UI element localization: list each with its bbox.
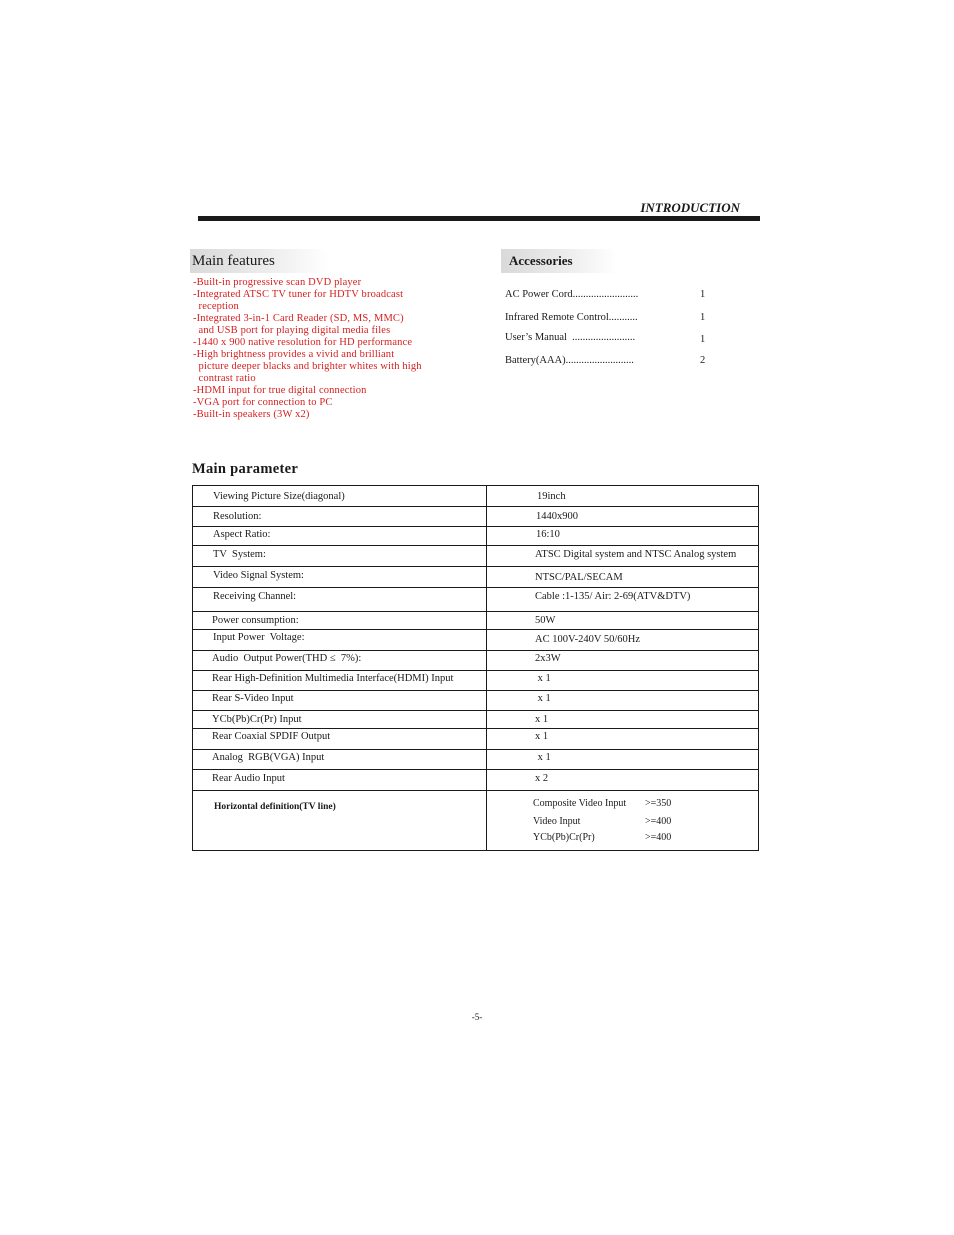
param-label: Horizontal definition(TV line): [214, 802, 336, 812]
param-label: Input Power Voltage:: [213, 632, 305, 643]
accessory-qty: 2: [700, 355, 706, 366]
accessory-name: AC Power Cord.........................: [505, 289, 639, 300]
param-label: Rear S-Video Input: [212, 693, 294, 704]
table-row: [193, 567, 758, 588]
table-row-horizontal-definition: [193, 791, 758, 850]
param-label: Rear Coaxial SPDIF Output: [212, 731, 331, 742]
accessory-qty: 1: [700, 289, 706, 300]
hd-subrow-name: YCb(Pb)Cr(Pr): [533, 832, 595, 843]
param-value: x 1: [535, 731, 549, 742]
accessory-name: Infrared Remote Control...........: [505, 312, 638, 323]
hd-subrow-value: >=400: [645, 832, 672, 843]
main-features-heading: Main features: [190, 249, 329, 273]
feature-line: -Integrated 3-in-1 Card Reader (SD, MS, MMC): [193, 313, 404, 324]
param-label: Rear High-Definition Multimedia Interface(HDMI) Input: [212, 673, 454, 684]
feature-line: -Integrated ATSC TV tuner for HDTV broadcast: [193, 289, 404, 300]
param-label: Audio Output Power(THD ≤ 7%):: [212, 653, 362, 664]
table-row: [193, 507, 758, 527]
accessory-qty: 1: [700, 312, 706, 323]
param-label: Analog RGB(VGA) Input: [212, 752, 325, 763]
table-row: [193, 612, 758, 630]
feature-line: -1440 x 900 native resolution for HD performance: [193, 337, 413, 348]
hd-subrow-name: Video Input: [533, 816, 581, 827]
feature-line: -HDMI input for true digital connection: [193, 385, 367, 396]
table-row: [193, 750, 758, 770]
feature-line: contrast ratio: [193, 373, 256, 384]
feature-line: -High brightness provides a vivid and brilliant: [193, 349, 395, 360]
param-value: 50W: [535, 615, 556, 626]
hd-subrow-value: >=400: [645, 816, 672, 827]
param-label: YCb(Pb)Cr(Pr) Input: [212, 714, 302, 725]
param-label: Viewing Picture Size(diagonal): [213, 491, 345, 502]
param-value: x 1: [535, 673, 551, 684]
table-row: [193, 651, 758, 671]
param-label: Rear Audio Input: [212, 773, 285, 784]
table-row: [193, 486, 758, 507]
feature-line: -Built-in progressive scan DVD player: [193, 277, 362, 288]
header-rule: [198, 216, 760, 221]
feature-line: reception: [193, 301, 239, 312]
param-label: Receiving Channel:: [213, 591, 297, 602]
feature-line: and USB port for playing digital media files: [193, 325, 391, 336]
table-row: [193, 729, 758, 750]
param-value: 2x3W: [535, 653, 561, 664]
accessory-name: Battery(AAA)..........................: [505, 355, 634, 366]
section-title: INTRODUCTION: [640, 200, 740, 215]
hd-subrow: [533, 798, 693, 809]
param-value: 16:10: [536, 529, 560, 540]
table-row: [193, 527, 758, 546]
param-value: ATSC Digital system and NTSC Analog system: [535, 549, 737, 560]
param-value: AC 100V-240V 50/60Hz: [535, 634, 641, 645]
param-value: x 1: [535, 693, 551, 704]
main-features-list: [193, 277, 493, 421]
parameter-table: [192, 485, 759, 851]
param-label: TV System:: [213, 549, 266, 560]
table-row: [193, 671, 758, 691]
feature-line: -Built-in speakers (3W x2): [193, 409, 310, 420]
hd-subrow: [533, 832, 693, 843]
param-value: NTSC/PAL/SECAM: [535, 572, 623, 583]
main-parameter-heading: Main parameter: [192, 461, 299, 477]
table-row: [193, 770, 758, 791]
accessory-qty: 1: [700, 334, 706, 345]
param-value: x 1: [535, 752, 551, 763]
param-value: 1440x900: [536, 511, 578, 522]
page-number: -5-: [471, 1012, 483, 1022]
table-row: [193, 630, 758, 651]
param-label: Aspect Ratio:: [213, 529, 271, 540]
param-value: x 1: [535, 714, 549, 725]
param-value: 19inch: [537, 491, 566, 502]
param-label: Resolution:: [213, 511, 262, 522]
accessories-heading: Accessories: [501, 249, 617, 273]
hd-subrow-value: >=350: [645, 798, 672, 809]
table-row: [193, 711, 758, 729]
accessory-name: User’s Manual ........................: [505, 332, 636, 343]
hd-subrow: [533, 816, 693, 827]
param-label: Video Signal System:: [213, 570, 304, 581]
param-label: Power consumption:: [212, 615, 299, 626]
param-value: x 2: [535, 773, 549, 784]
hd-subrow-name: Composite Video Input: [533, 798, 627, 809]
param-value: Cable :1-135/ Air: 2-69(ATV&DTV): [535, 591, 691, 602]
table-row: [193, 691, 758, 711]
table-row: [193, 546, 758, 567]
feature-line: -VGA port for connection to PC: [193, 397, 333, 408]
feature-line: picture deeper blacks and brighter whites with high: [193, 361, 422, 372]
table-row: [193, 588, 758, 612]
